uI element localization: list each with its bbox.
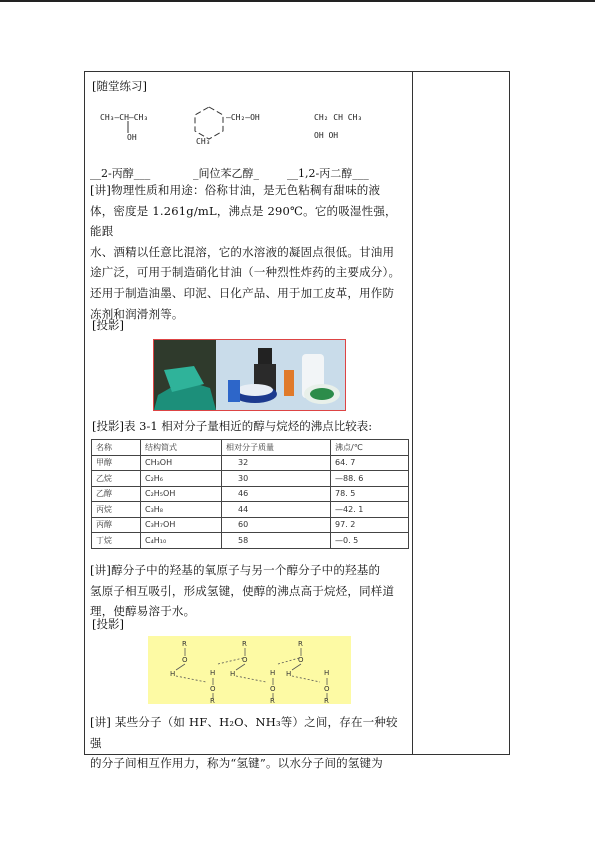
atom-label: R: [210, 697, 215, 705]
header-boiling-point: 沸点/℃: [331, 440, 409, 456]
table-row: 乙醇 C₂H₅OH 46 78. 5: [92, 486, 409, 502]
atom-label: H: [170, 670, 176, 678]
header-name: 名称: [92, 440, 141, 456]
atom-label: O: [210, 685, 216, 693]
atom-label: O: [242, 656, 248, 664]
atom-label: O: [270, 685, 276, 693]
hydrogen-bond-definition-paragraph: [讲] 某些分子（如 HF、H₂O、NH₃等）之间，存在一种较强 的分子间相互作用力，称为“氢键”。以水分子间的氢键为: [90, 715, 398, 771]
table-caption: [投影]表 3-1 相对分子量相近的醇与烷烃的沸点比较表:: [92, 419, 373, 433]
table-row: 丙醇 C₃H₇OH 60 97. 2: [92, 517, 409, 533]
atom-label: O: [182, 656, 188, 664]
atom-label: H: [286, 670, 292, 678]
atom-label: R: [298, 640, 303, 648]
answer-2: _间位苯乙醇_: [193, 167, 259, 180]
atom-label: H: [210, 669, 216, 677]
hydrogen-bond-paragraph: [讲]醇分子中的羟基的氧原子与另一个醇分子中的羟基的 氢原子相互吸引，形成氢键，使醇的沸点高于烷烃，同样道 理，使醇易溶于水。: [90, 563, 395, 619]
header-formula: 结构简式: [141, 440, 222, 456]
table-row: 乙烷 C₂H₆ 30 —88. 6: [92, 471, 409, 487]
answer-3: __1,2-丙二醇___: [287, 167, 369, 180]
atom-label: H: [270, 669, 276, 677]
answer-1: __2-丙醇___: [90, 167, 151, 180]
products-image: [154, 340, 345, 410]
practice-heading: [随堂练习]: [92, 79, 147, 93]
atom-label: R: [324, 697, 329, 705]
bond-line: [125, 121, 131, 133]
atom-label: H: [230, 670, 236, 678]
glycerol-properties-paragraph: [讲]物理性质和用途：俗称甘油，是无色粘稠有甜味的液 体，密度是 1.261g/mL，沸点是 290℃。它的吸湿性强，能跟 水、酒精以任意比混溶，它的水溶液的凝固点很低。甘油用 途广泛，可用于制造硝化甘油（一种烈性炸药的主要成分）。 还用于制造油墨、印泥、日化产品、用于加工皮革，用作防 冻剂和润滑剂等。: [90, 183, 401, 321]
hydrogen-bond-lines: [148, 636, 351, 704]
atom-label: R: [242, 640, 247, 648]
table-row: 甲醇 CH₃OH 32 64. 7: [92, 455, 409, 471]
atom-label: O: [324, 685, 330, 693]
table-row: 丁烷 C₄H₁₀ 58 —0. 5: [92, 533, 409, 549]
table-header-row: [92, 440, 409, 456]
column-divider: [412, 71, 413, 755]
page-top-rule: [0, 0, 595, 2]
atom-label: H: [324, 669, 330, 677]
atom-label: R: [182, 640, 187, 648]
table-row: 丙烷 C₃H₈ 44 —42. 1: [92, 502, 409, 518]
atom-label: R: [270, 697, 275, 705]
boiling-point-table: [91, 439, 409, 549]
alcohol-hydrogen-bond-diagram: [148, 636, 351, 704]
header-molar-mass: 相对分子质量: [222, 440, 331, 456]
glycerol-products-photo: [153, 339, 346, 411]
projection-label-1: [投影]: [92, 318, 124, 332]
atom-label: O: [298, 656, 304, 664]
projection-label-2: [投影]: [92, 617, 124, 631]
